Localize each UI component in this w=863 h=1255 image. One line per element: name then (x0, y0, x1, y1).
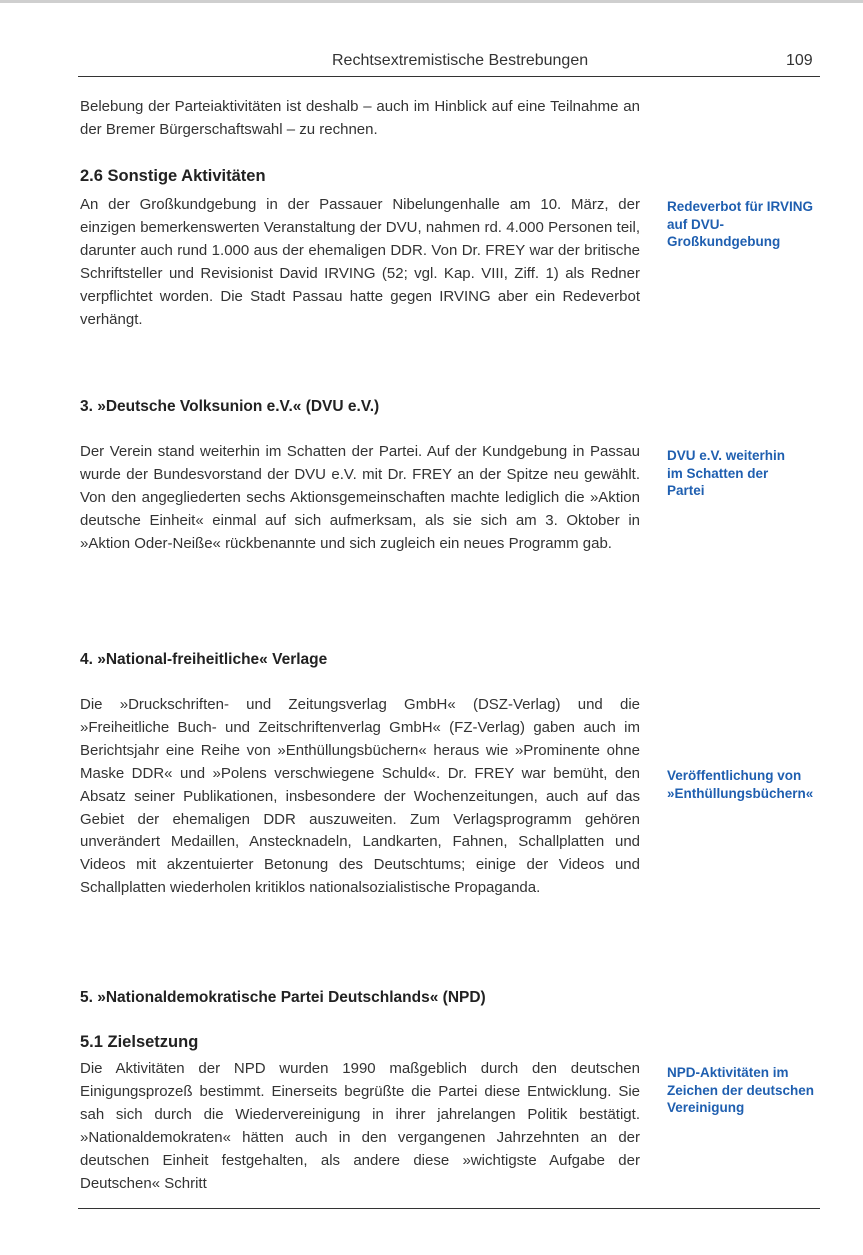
margin-note-dvu: DVU e.V. weiterhin im Schatten der Partei (667, 448, 786, 498)
paragraph-3: Der Verein stand weiterhin im Schatten der Partei. Auf der Kundgebung in Passau wurde der Bundesvorstand der DVU e.V. mit Dr. FREY an der Spitze neu gewählt. Von den angegliederten sechs Aktionsgemeinschaften machte lediglich die »Aktion deutsche Einheit« einmal auf sich aufmerksam, als sie sich am 3. Oktober in »Aktion Oder-Neiße« rückbenannte und sich zugleich ein neues Programm gab. (80, 443, 640, 552)
page-number: 109 (786, 52, 813, 69)
footer-rule (78, 1208, 820, 1209)
paragraph-2-6: An der Großkundgebung in der Passauer Nibelungenhalle am 10. März, der einzigen bemerkenswerten Veranstaltung der DVU, nahmen rd. 4.000 Personen teil, darunter auch rund 1.000 aus der ehemaligen DDR. Von Dr. FREY war der britische Schriftsteller und Revisionist David IRVING (52; vgl. Kap. VIII, Ziff. 1) als Redner verpflichtet worden. Die Stadt Passau hatte gegen IRVING aber ein Redeverbot verhängt. (80, 196, 640, 328)
heading-5-1: 5.1 Zielsetzung (80, 1033, 199, 1051)
margin-note-irving: Redeverbot für IRVING auf DVU-Großkundgebung (667, 199, 814, 249)
heading-4-verlage: 4. »National-freiheitliche« Verlage (80, 651, 328, 668)
paragraph-5-1: Die Aktivitäten der NPD wurden 1990 maßgeblich durch den deutschen Einigungsprozeß bestimmt. Einerseits begrüßte die Partei diese Entwicklung. Sie sah sich durch die Wiedervereinigung in ihrer jahrelangen Politik bestätigt. »Nationaldemokraten« hätten auch in den vergangenen Jahrzehnten an der deutschen Einheit festgehalten, als andere diese »wichtigste Aufgabe der Deutschen« Schritt (80, 1060, 640, 1192)
running-head: Rechtsextremistische Bestrebungen (332, 52, 589, 69)
scan-top-edge (0, 0, 863, 3)
heading-2-6: 2.6 Sonstige Aktivitäten (80, 167, 266, 185)
paragraph-4: Die »Druckschriften- und Zeitungsverlag GmbH« (DSZ-Verlag) und die »Freiheitliche Buch- und Zeitschriftenverlag GmbH« (FZ-Verlag) gaben auch im Berichtsjahr eine Reihe von »Enthüllungsbüchern« heraus wie »Prominente ohne Maske DDR« und »Polens verschwiegene Schuld«. Dr. FREY war bemüht, den Absatz seiner Publikationen, insbesondere der Wochenzeitungen, auch auf das Gebiet der ehemaligen DDR auszuweiten. Zum Verlagsprogramm gehören unverändert Medaillen, Anstecknadeln, Landkarten, Fahnen, Schallplatten und Videos mit akzentuierter Betonung des Deutschtums; einige der Videos und Schallplatten wiederholen kritiklos nationalsozialistische Propaganda. (80, 696, 640, 897)
intro-paragraph: Belebung der Parteiaktivitäten ist deshalb – auch im Hinblick auf eine Teilnahme an der Bremer Bürgerschaftswahl – zu rechnen. (80, 98, 640, 138)
heading-3-dvu: 3. »Deutsche Volksunion e.V.« (DVU e.V.) (80, 398, 380, 415)
margin-note-verlage: Veröffentlichung von »Enthüllungsbüchern« (667, 768, 814, 801)
margin-note-npd: NPD-Aktivitäten im Zeichen der deutschen Vereinigung (667, 1065, 815, 1115)
header-rule (78, 76, 820, 77)
heading-5-npd: 5. »Nationaldemokratische Partei Deutschlands« (NPD) (80, 989, 486, 1006)
